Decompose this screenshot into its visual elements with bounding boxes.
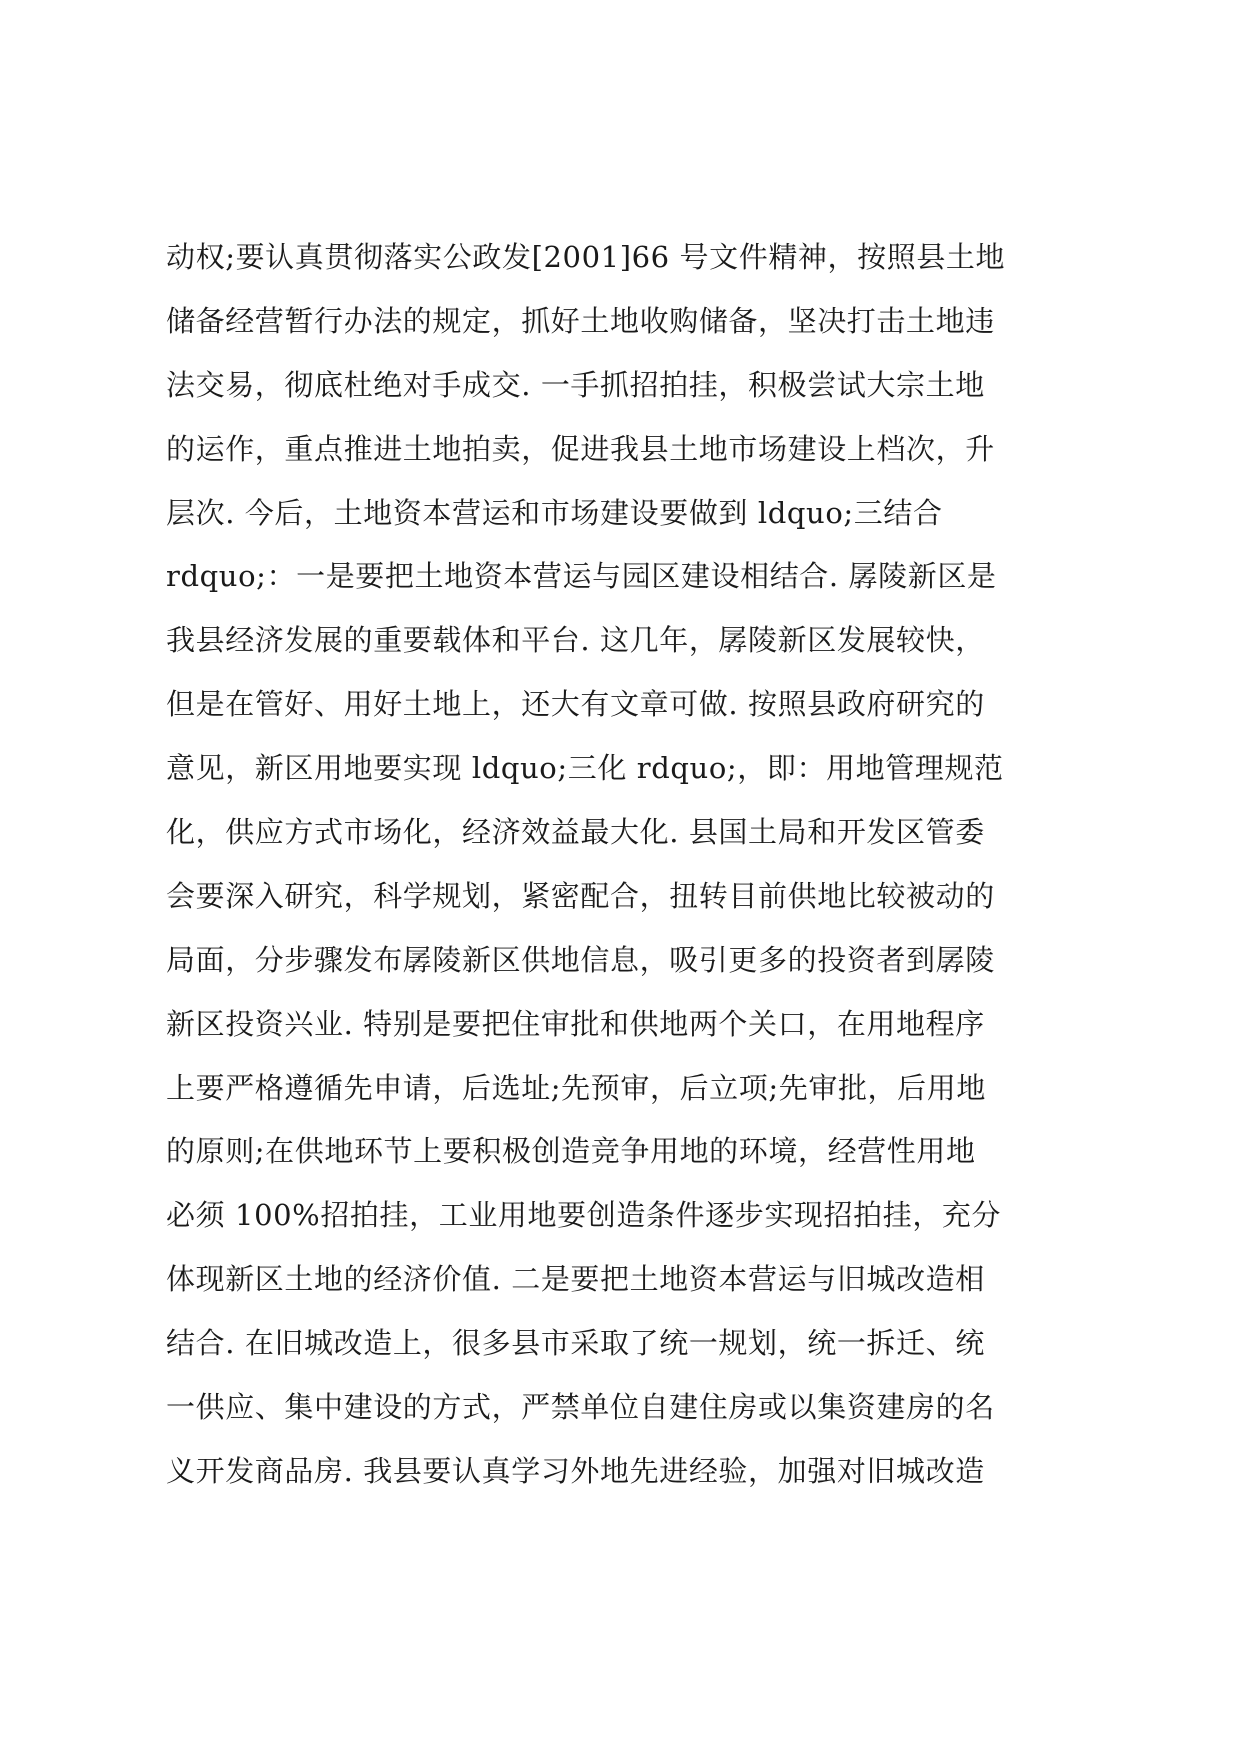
text-line: 我县经济发展的重要载体和平台. 这几年，孱陵新区发展较快， — [166, 623, 985, 658]
text-line: 的运作，重点推进土地拍卖，促进我县土地市场建设上档次，升 — [166, 431, 995, 466]
text-line: 化，供应方式市场化，经济效益最大化. 县国土局和开发区管委 — [166, 815, 985, 850]
text-line: 必须 100%招拍挂，工业用地要创造条件逐步实现招拍挂，充分 — [166, 1198, 1002, 1233]
text-line: 局面，分步骤发布孱陵新区供地信息，吸引更多的投资者到孱陵 — [166, 942, 995, 977]
text-line: 层次. 今后，土地资本营运和市场建设要做到 ldquo;三结合 — [166, 495, 943, 530]
text-line: 体现新区土地的经济价值. 二是要把土地资本营运与旧城改造相 — [166, 1262, 985, 1297]
text-line: 储备经营暂行办法的规定，抓好土地收购储备，坚决打击土地违 — [166, 303, 995, 338]
text-line: 法交易，彻底杜绝对手成交. 一手抓招拍挂，积极尝试大宗土地 — [166, 367, 985, 402]
text-line: 会要深入研究，科学规划，紧密配合，扭转目前供地比较被动的 — [166, 878, 995, 913]
text-line: 新区投资兴业. 特别是要把住审批和供地两个关口，在用地程序 — [166, 1006, 985, 1041]
text-line: 一供应、集中建设的方式，严禁单位自建住房或以集资建房的名 — [166, 1390, 995, 1425]
text-line: 上要严格遵循先申请，后选址;先预审，后立项;先审批，后用地 — [166, 1070, 986, 1105]
text-line: rdquo;：一是要把土地资本营运与园区建设相结合. 孱陵新区是 — [166, 559, 997, 594]
body-text — [166, 226, 1086, 1504]
text-line: 但是在管好、用好土地上，还大有文章可做. 按照县政府研究的 — [166, 687, 985, 722]
text-line: 结合. 在旧城改造上，很多县市采取了统一规划，统一拆迁、统 — [166, 1326, 985, 1361]
text-line: 意见，新区用地要实现 ldquo;三化 rdquo;，即：用地管理规范 — [166, 751, 1004, 786]
text-line: 义开发商品房. 我县要认真学习外地先进经验，加强对旧城改造 — [166, 1453, 985, 1488]
text-line: 的原则;在供地环节上要积极创造竞争用地的环境，经营性用地 — [166, 1134, 976, 1169]
text-line: 动权;要认真贯彻落实公政发[2001]66 号文件精神，按照县土地 — [166, 240, 1006, 274]
